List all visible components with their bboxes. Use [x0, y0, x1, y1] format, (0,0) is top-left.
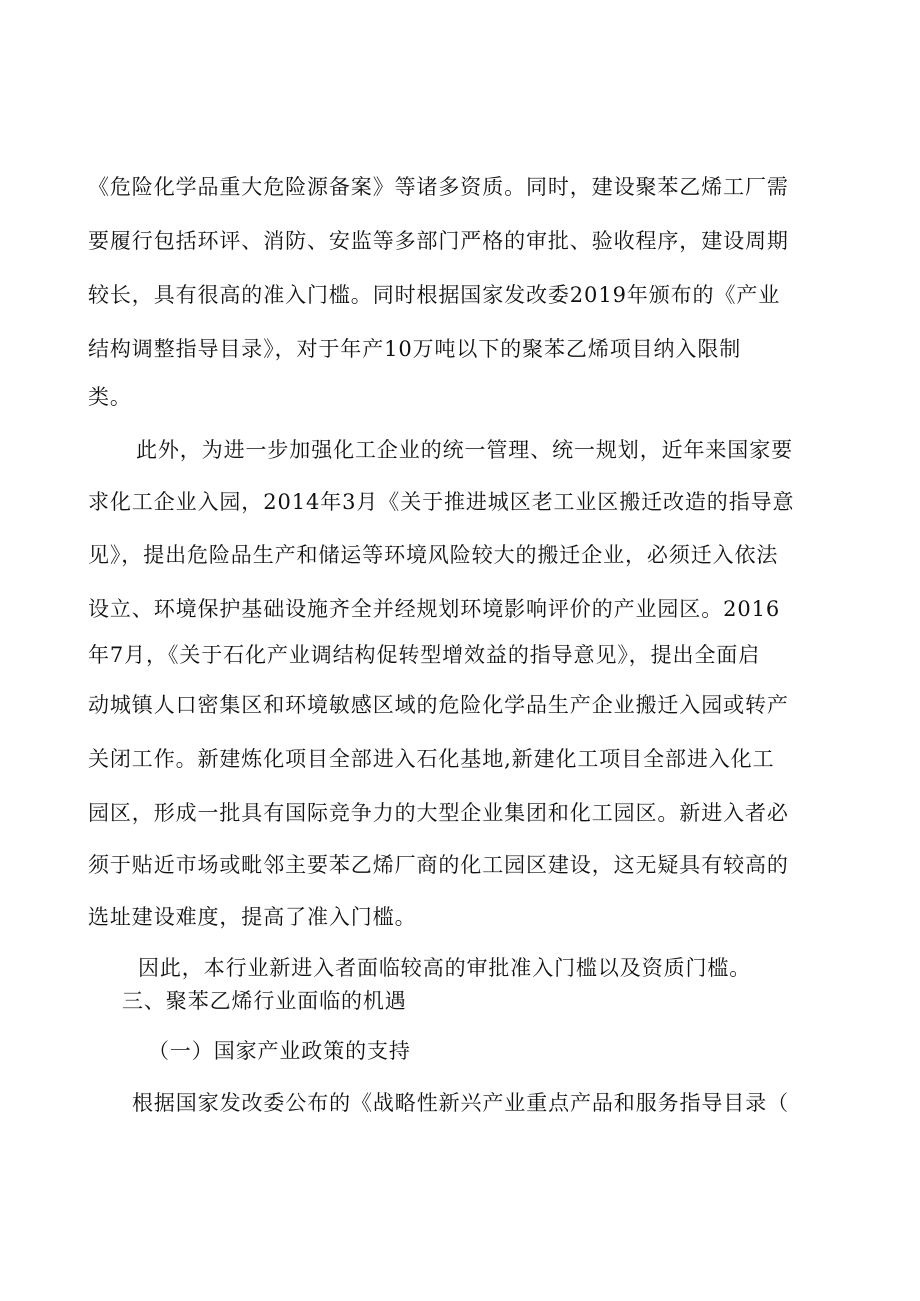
paragraph-line: 设立、环境保护基础设施齐全并经规划环境影响评价的产业园区。2016 — [88, 597, 781, 621]
paragraph-line: 《危险化学品重大危险源备案》等诸多资质。同时，建设聚苯乙烯工厂需 — [88, 175, 789, 199]
paragraph-line: 须于贴近市场或毗邻主要苯乙烯厂商的化工园区建设，这无疑具有较高的 — [88, 853, 789, 877]
paragraph-line: 选址建设难度，提高了准入门槛。 — [88, 905, 417, 929]
paragraph-line: 要履行包括环评、消防、安监等多部门严格的审批、验收程序，建设周期 — [88, 229, 789, 253]
paragraph-line: 较长，具有很高的准入门槛。同时根据国家发改委2019年颁布的《产业 — [88, 283, 781, 307]
paragraph-line: 根据国家发改委公布的《战略性新兴产业重点产品和服务指导目录（ — [132, 1091, 789, 1115]
paragraph-line: 因此，本行业新进入者面临较高的审批准入门槛以及资质门槛。 — [138, 956, 752, 980]
paragraph-line: 关闭工作。新建炼化项目全部进入石化基地,新建化工项目全部进入化工 — [88, 747, 775, 771]
paragraph-line: 结构调整指导目录》，对于年产10万吨以下的聚苯乙烯项目纳入限制 — [88, 337, 742, 361]
paragraph-line: 求化工企业入园，2014年3月《关于推进城区老工业区搬迁改造的指导意 — [88, 490, 795, 514]
subsection-heading: （一）国家产业政策的支持 — [148, 1039, 411, 1063]
paragraph-line: 园区，形成一批具有国际竞争力的大型企业集团和化工园区。新进入者必 — [88, 801, 789, 825]
paragraph-line: 年7月，《关于石化产业调结构促转型增效益的指导意见》，提出全面启 — [88, 643, 761, 667]
paragraph-line: 动城镇人口密集区和环境敏感区域的危险化学品生产企业搬迁入园或转产 — [88, 693, 789, 717]
paragraph-line: 类。 — [88, 385, 132, 409]
paragraph-line: 见》，提出危险品生产和储运等环境风险较大的搬迁企业，必须迁入依法 — [88, 543, 779, 567]
paragraph-line: 此外，为进一步加强化工企业的统一管理、统一规划，近年来国家要 — [136, 438, 793, 462]
section-heading: 三、聚苯乙烯行业面临的机遇 — [122, 989, 407, 1013]
